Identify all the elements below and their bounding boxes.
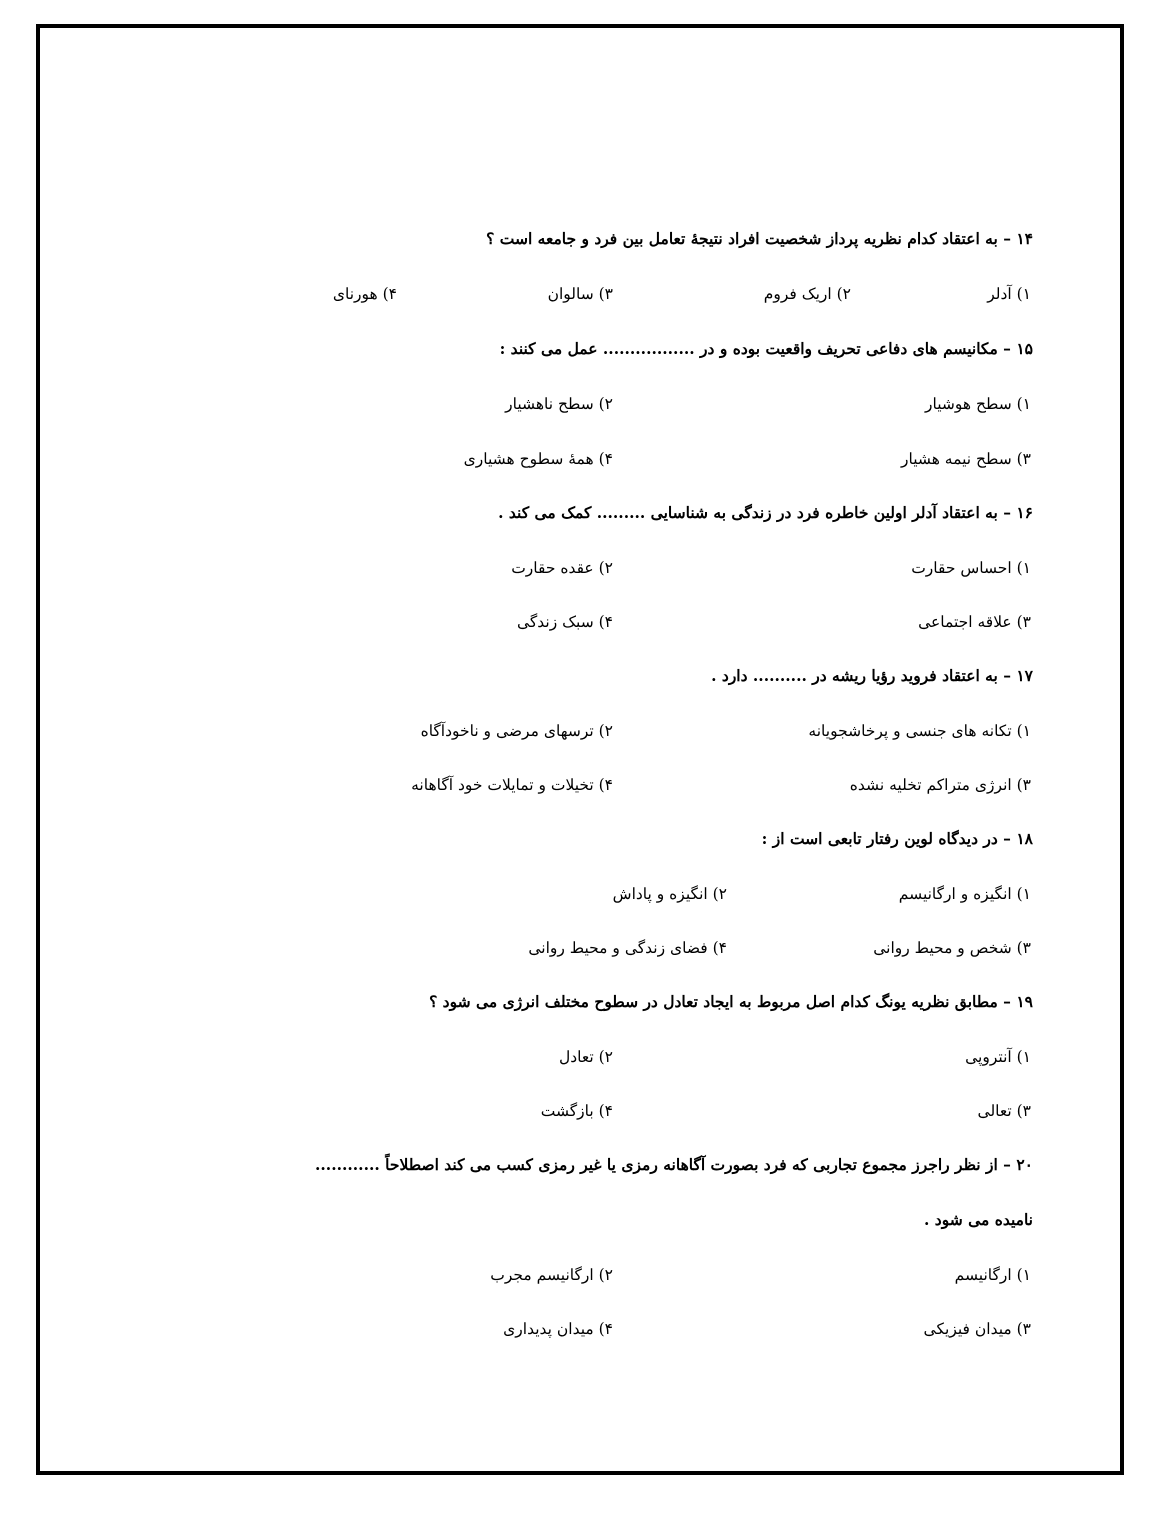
question-14-title: ۱۴ – به اعتقاد کدام نظریه پرداز شخصیت افراد نتیجهٔ تعامل بین فرد و جامعه است ؟ bbox=[486, 229, 1033, 248]
question-18-title: ۱۸ – در دیدگاه لوین رفتار تابعی است از : bbox=[761, 829, 1033, 848]
question-19-title: ۱۹ – مطابق نظریه یونگ کدام اصل مربوط به ایجاد تعادل در سطوح مختلف انرژی می شود ؟ bbox=[429, 992, 1033, 1011]
question-16-option-3: ۳) علاقه اجتماعی bbox=[918, 613, 1031, 631]
question-15-option-1: ۱) سطح هوشیار bbox=[925, 395, 1031, 413]
question-14-option-2: ۲) اریک فروم bbox=[763, 285, 851, 303]
question-18-option-1: ۱) انگیزه و ارگانیسم bbox=[898, 885, 1031, 903]
question-15-option-2: ۲) سطح ناهشیار bbox=[505, 395, 613, 413]
question-17-option-2: ۲) ترسهای مرضی و ناخودآگاه bbox=[420, 722, 613, 740]
question-18-option-4: ۴) فضای زندگی و محیط روانی bbox=[528, 939, 727, 957]
question-20-option-1: ۱) ارگانیسم bbox=[954, 1266, 1031, 1284]
question-18-option-3: ۳) شخص و محیط روانی bbox=[873, 939, 1031, 957]
question-15-option-3: ۳) سطح نیمه هشیار bbox=[900, 450, 1031, 468]
question-19-option-3: ۳) تعالی bbox=[977, 1102, 1031, 1120]
question-20-title-continued: نامیده می شود . bbox=[924, 1210, 1033, 1229]
question-16-option-2: ۲) عقده حقارت bbox=[511, 559, 613, 577]
question-20-title: ۲۰ – از نظر راجرز مجموع تجاربی که فرد بصورت آگاهانه رمزی یا غیر رمزی کسب می کند اصطلاحاً ............ bbox=[315, 1155, 1033, 1174]
question-15-option-4: ۴) همهٔ سطوح هشیاری bbox=[463, 450, 613, 468]
question-20-option-3: ۳) میدان فیزیکی bbox=[923, 1320, 1031, 1338]
question-20-option-4: ۴) میدان پدیداری bbox=[503, 1320, 613, 1338]
question-20-option-2: ۲) ارگانیسم مجرب bbox=[490, 1266, 613, 1284]
question-14-option-1: ۱) آدلر bbox=[987, 285, 1031, 303]
question-14-option-3: ۳) سالوان bbox=[547, 285, 613, 303]
question-19-option-2: ۲) تعادل bbox=[559, 1048, 613, 1066]
question-17-option-4: ۴) تخیلات و تمایلات خود آگاهانه bbox=[411, 776, 613, 794]
question-17-option-1: ۱) تکانه های جنسی و پرخاشجویانه bbox=[808, 722, 1031, 740]
question-18-option-2: ۲) انگیزه و پاداش bbox=[612, 885, 727, 903]
question-19-option-1: ۱) آنتروپی bbox=[965, 1048, 1031, 1066]
question-17-title: ۱۷ – به اعتقاد فروید رؤیا ریشه در .......... دارد . bbox=[711, 666, 1033, 685]
question-14-option-4: ۴) هورنای bbox=[332, 285, 397, 303]
question-16-title: ۱۶ – به اعتقاد آدلر اولین خاطره فرد در زندگی به شناسایی ......... کمک می کند . bbox=[498, 503, 1033, 522]
question-16-option-4: ۴) سبک زندگی bbox=[517, 613, 613, 631]
question-17-option-3: ۳) انرژی متراکم تخلیه نشده bbox=[849, 776, 1031, 794]
question-15-title: ۱۵ – مکانیسم های دفاعی تحریف واقعیت بوده و در ................. عمل می کنند : bbox=[499, 339, 1033, 358]
question-16-option-1: ۱) احساس حقارت bbox=[911, 559, 1031, 577]
question-19-option-4: ۴) بازگشت bbox=[540, 1102, 613, 1120]
